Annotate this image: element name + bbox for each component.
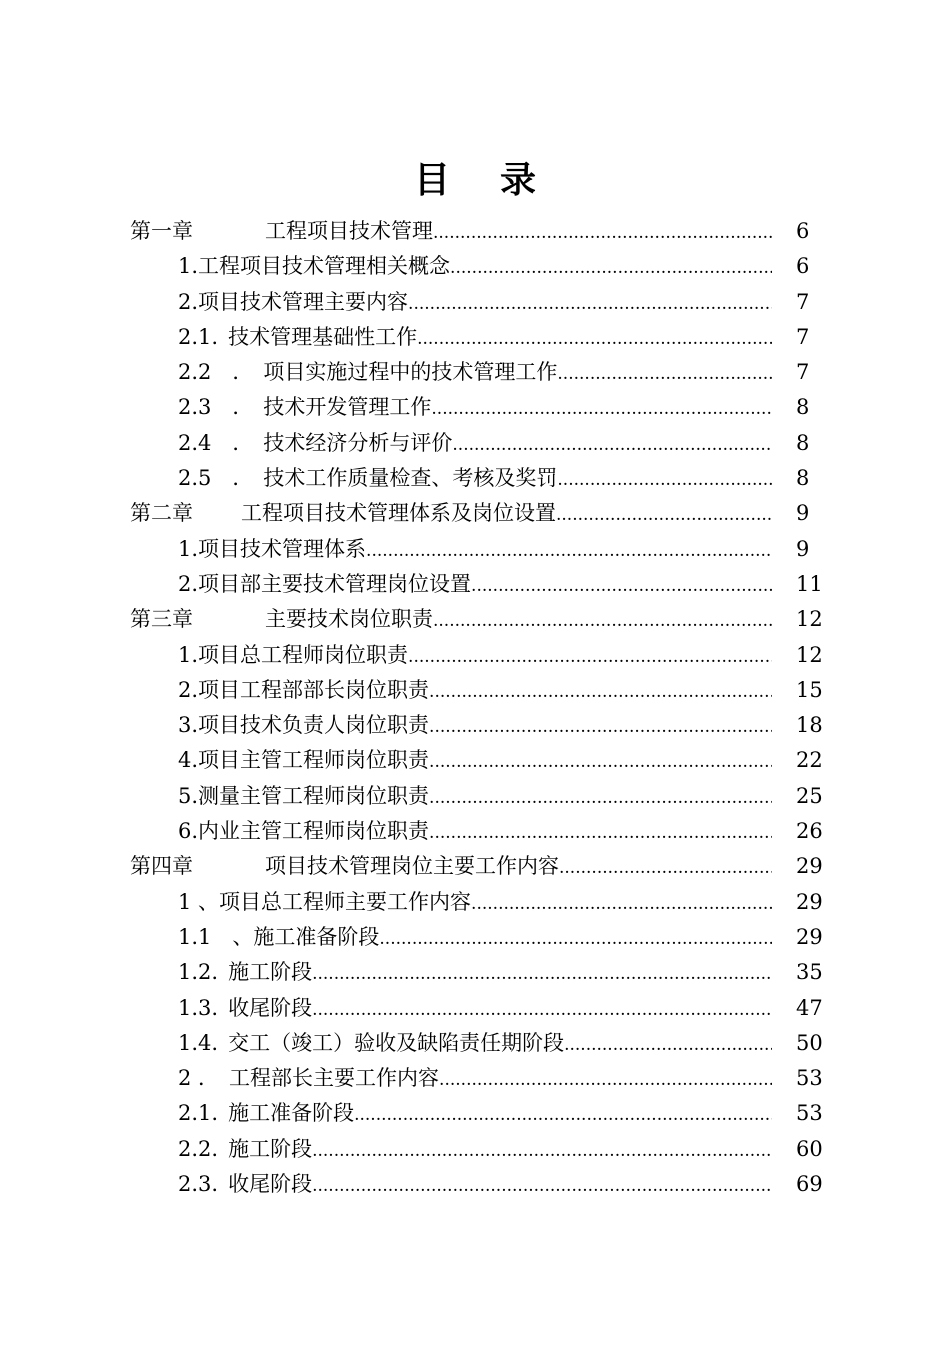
toc-page-number: 11 (796, 571, 823, 596)
toc-entry-number: 2. (178, 677, 199, 702)
toc-entry-number: 1 、 (178, 889, 220, 914)
toc-section-entry[interactable] (0, 1061, 950, 1096)
toc-entry-title: 工程部长主要工作内容 (229, 1066, 440, 1091)
toc-page-number: 9 (796, 501, 810, 526)
toc-section-entry[interactable] (0, 249, 950, 284)
toc-page-number: 9 (796, 536, 810, 561)
toc-leader-dots (559, 851, 772, 884)
toc-entry-number: 1. (178, 536, 199, 561)
toc-leader-dots (429, 745, 772, 778)
toc-leader-dots (417, 322, 772, 355)
toc-section-entry[interactable] (0, 955, 950, 990)
toc-page-number: 7 (796, 289, 810, 314)
toc-section-entry[interactable] (0, 673, 950, 708)
toc-entry-number: 1.2. (178, 960, 219, 985)
toc-leader-dots (557, 463, 772, 496)
toc-entry-title: 交工（竣工）验收及缺陷责任期阶段 (228, 1030, 565, 1055)
toc-entry-number: 2.1. (178, 324, 219, 349)
toc-section-entry[interactable] (0, 743, 950, 778)
toc-leader-dots (312, 1169, 772, 1202)
toc-entry-title: 收尾阶段 (228, 995, 313, 1020)
toc-section-entry[interactable] (0, 920, 950, 955)
toc-page-number: 8 (796, 430, 810, 455)
toc-leader-dots (354, 1098, 772, 1131)
toc-page-number: 60 (796, 1136, 823, 1161)
table-of-contents (0, 214, 950, 1202)
toc-leader-dots (433, 216, 772, 249)
toc-entry-title: 项目总工程师主要工作内容 (219, 889, 472, 914)
toc-entry-number: 2.4 ． (178, 430, 254, 455)
toc-section-entry[interactable] (0, 1167, 950, 1202)
toc-entry-number: 1. (178, 254, 199, 279)
toc-entry-title: 内业主管工程师岗位职责 (198, 819, 430, 844)
toc-chapter-entry[interactable] (0, 214, 950, 249)
toc-entry-number: 第二章 (130, 501, 193, 526)
toc-section-entry[interactable] (0, 638, 950, 673)
toc-section-entry[interactable] (0, 991, 950, 1026)
toc-entry-number: 2.3. (178, 1172, 219, 1197)
toc-page-number: 25 (796, 783, 823, 808)
toc-page-number: 35 (796, 960, 823, 985)
toc-leader-dots (408, 287, 772, 320)
toc-entry-number: 6. (178, 819, 199, 844)
toc-section-entry[interactable] (0, 708, 950, 743)
toc-page-number: 47 (796, 995, 823, 1020)
toc-entry-number: 1.3. (178, 995, 219, 1020)
toc-leader-dots (312, 993, 772, 1026)
toc-page-number: 7 (796, 324, 810, 349)
toc-entry-number: 3. (178, 713, 199, 738)
toc-leader-dots (439, 1063, 772, 1096)
toc-entry-number: 1. (178, 642, 199, 667)
toc-chapter-entry[interactable] (0, 496, 950, 531)
toc-entry-title: 项目技术管理主要内容 (198, 289, 409, 314)
toc-entry-number: 5. (178, 783, 199, 808)
toc-entry-number: 2.3 ． (178, 395, 254, 420)
toc-entry-number: 1.1 、 (178, 924, 254, 949)
toc-page-number: 7 (796, 360, 810, 385)
toc-leader-dots (471, 569, 772, 602)
toc-page-number: 22 (796, 748, 823, 773)
toc-entry-title: 项目技术负责人岗位职责 (198, 713, 430, 738)
toc-page-number: 8 (796, 395, 810, 420)
page-title (0, 155, 950, 207)
toc-leader-dots (312, 1134, 772, 1167)
toc-section-entry[interactable] (0, 285, 950, 320)
toc-page-number: 6 (796, 254, 810, 279)
toc-leader-dots (431, 392, 772, 425)
toc-leader-dots (556, 498, 772, 531)
toc-page-number: 69 (796, 1172, 823, 1197)
toc-leader-dots (312, 957, 772, 990)
toc-page-number: 50 (796, 1030, 823, 1055)
toc-leader-dots (433, 604, 772, 637)
toc-leader-dots (471, 887, 772, 920)
toc-entry-number: 2.2 ． (178, 360, 254, 385)
toc-leader-dots (557, 357, 772, 390)
toc-entry-number: 第一章 (130, 219, 193, 243)
toc-leader-dots (379, 922, 772, 955)
toc-section-entry[interactable] (0, 426, 950, 461)
toc-entry-title: 主要技术岗位职责 (265, 607, 433, 632)
toc-entry-title: 项目技术管理岗位主要工作内容 (265, 854, 559, 879)
toc-entry-title: 项目实施过程中的技术管理工作 (263, 360, 558, 385)
toc-section-entry[interactable] (0, 779, 950, 814)
toc-section-entry[interactable] (0, 1096, 950, 1131)
toc-entry-number: 2. (178, 289, 199, 314)
toc-leader-dots (452, 428, 772, 461)
toc-entry-number: 2. (178, 571, 199, 596)
toc-section-entry[interactable] (0, 885, 950, 920)
toc-entry-title: 技术经济分析与评价 (263, 430, 453, 455)
toc-entry-title: 技术管理基础性工作 (228, 324, 418, 349)
toc-page-number: 29 (796, 889, 823, 914)
toc-chapter-entry[interactable] (0, 849, 950, 884)
toc-entry-number: 4. (178, 748, 199, 773)
toc-section-entry[interactable] (0, 567, 950, 602)
toc-entry-title: 工程项目技术管理体系及岗位设置 (241, 501, 556, 526)
toc-section-entry[interactable] (0, 532, 950, 567)
toc-entry-title: 项目总工程师岗位职责 (198, 642, 409, 667)
toc-page-number: 26 (796, 819, 823, 844)
toc-page-number: 15 (796, 677, 823, 702)
toc-page-number: 18 (796, 713, 823, 738)
toc-leader-dots (429, 781, 772, 814)
toc-entry-title: 技术开发管理工作 (263, 395, 432, 420)
toc-entry-title: 施工阶段 (228, 1136, 313, 1161)
toc-entry-title: 项目主管工程师岗位职责 (198, 748, 430, 773)
toc-entry-title: 工程项目技术管理 (265, 219, 433, 243)
toc-entry-number: 第四章 (130, 854, 193, 879)
toc-entry-number: 2 ． (178, 1066, 220, 1091)
toc-leader-dots (564, 1028, 772, 1061)
toc-leader-dots (450, 251, 772, 284)
toc-leader-dots (366, 534, 772, 567)
toc-section-entry[interactable] (0, 320, 950, 355)
title-part2: 录 (500, 160, 537, 201)
toc-section-entry[interactable] (0, 355, 950, 390)
toc-entry-title: 技术工作质量检查、考核及奖罚 (263, 466, 558, 491)
toc-entry-number: 1.4. (178, 1030, 219, 1055)
toc-section-entry[interactable] (0, 461, 950, 496)
toc-page-number: 53 (796, 1101, 823, 1126)
toc-entry-title: 工程项目技术管理相关概念 (198, 254, 451, 279)
toc-leader-dots (429, 675, 772, 708)
toc-page-number: 29 (796, 924, 823, 949)
toc-section-entry[interactable] (0, 390, 950, 425)
toc-section-entry[interactable] (0, 1026, 950, 1061)
toc-leader-dots (429, 816, 772, 849)
toc-section-entry[interactable] (0, 1132, 950, 1167)
toc-entry-title: 项目部主要技术管理岗位设置 (198, 571, 472, 596)
toc-entry-number: 2.2. (178, 1136, 219, 1161)
toc-entry-title: 施工准备阶段 (228, 1101, 355, 1126)
toc-entry-number: 2.5 ． (178, 466, 254, 491)
toc-entry-number: 第三章 (130, 607, 193, 632)
toc-entry-title: 施工准备阶段 (253, 924, 380, 949)
toc-entry-title: 收尾阶段 (228, 1172, 313, 1197)
toc-entry-title: 项目工程部部长岗位职责 (198, 677, 430, 702)
toc-page-number: 53 (796, 1066, 823, 1091)
toc-page-number: 12 (796, 642, 823, 667)
toc-entry-title: 施工阶段 (228, 960, 313, 985)
toc-page-number: 6 (796, 219, 810, 243)
toc-leader-dots (429, 710, 772, 743)
toc-page-number: 12 (796, 607, 823, 632)
title-part1: 目 (413, 160, 450, 201)
toc-entry-title: 项目技术管理体系 (198, 536, 367, 561)
toc-page-number: 8 (796, 466, 810, 491)
toc-section-entry[interactable] (0, 814, 950, 849)
toc-chapter-entry[interactable] (0, 602, 950, 637)
toc-leader-dots (408, 640, 772, 673)
toc-entry-number: 2.1. (178, 1101, 219, 1126)
toc-page-number: 29 (796, 854, 823, 879)
toc-entry-title: 测量主管工程师岗位职责 (198, 783, 430, 808)
